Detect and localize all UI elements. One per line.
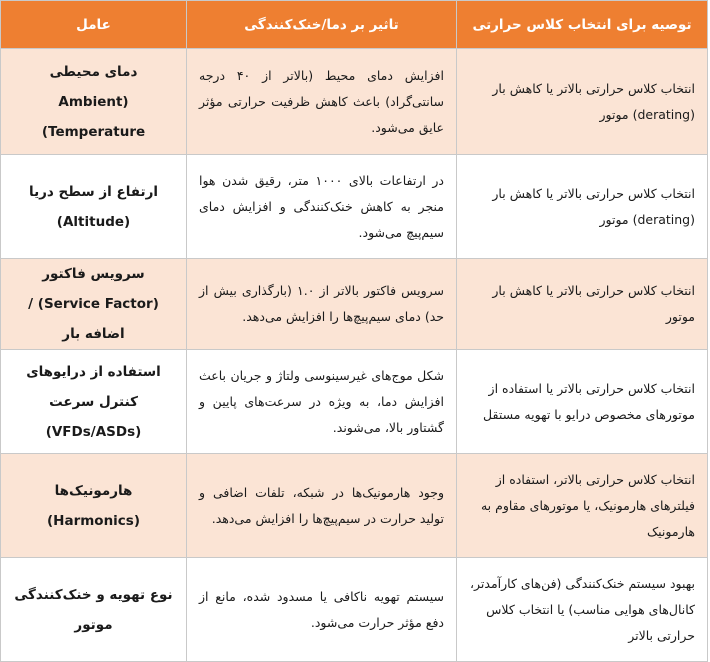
factor-cell: ارتفاع از سطح دریا (Altitude) — [1, 155, 187, 259]
effect-cell: سیستم تهویه ناکافی یا مسدود شده، مانع از دفع مؤثر حرارت می‌شود. — [187, 558, 457, 662]
recommendation-cell: انتخاب کلاس حرارتی بالاتر یا کاهش بار موتور — [457, 259, 708, 350]
header-factor: عامل — [1, 1, 187, 49]
table-row — [1, 350, 708, 454]
factor-cell: استفاده از درایوهای کنترل سرعت (VFDs/ASDs) — [1, 350, 187, 454]
factor-cell: نوع تهویه و خنک‌کنندگی موتور — [1, 558, 187, 662]
factor-cell: هارمونیک‌ها (Harmonics) — [1, 454, 187, 558]
table-row — [1, 155, 708, 259]
recommendation-cell: بهبود سیستم خنک‌کنندگی (فن‌های کارآمدتر، کانال‌های هوایی مناسب) یا انتخاب کلاس حرارتی بالاتر — [457, 558, 708, 662]
header-recommendation: توصیه برای انتخاب کلاس حرارتی — [457, 1, 708, 49]
table-row — [1, 558, 708, 662]
effect-cell: در ارتفاعات بالای ۱۰۰۰ متر، رقیق شدن هوا منجر به کاهش خنک‌کنندگی و افزایش دمای سیم‌پیچ می‌شود. — [187, 155, 457, 259]
table-row — [1, 49, 708, 155]
effect-cell: شکل موج‌های غیرسینوسی ولتاژ و جریان باعث افزایش دما، به ویژه در سرعت‌های پایین و گشتاور بالا، می‌شوند. — [187, 350, 457, 454]
recommendation-cell: انتخاب کلاس حرارتی بالاتر، استفاده از فیلترهای هارمونیک، یا موتورهای مقاوم به هارمونیک — [457, 454, 708, 558]
recommendation-cell: انتخاب کلاس حرارتی بالاتر یا کاهش بار (derating) موتور — [457, 155, 708, 259]
table-row — [1, 454, 708, 558]
table-header-row — [1, 1, 708, 49]
effect-cell: افزایش دمای محیط (بالاتر از ۴۰ درجه سانتی‌گراد) باعث کاهش ظرفیت حرارتی مؤثر عایق می‌شود. — [187, 49, 457, 155]
factor-cell: سرویس فاکتور (Service Factor) / اضافه بار — [1, 259, 187, 350]
recommendation-cell: انتخاب کلاس حرارتی بالاتر یا کاهش بار (derating) موتور — [457, 49, 708, 155]
effect-cell: سرویس فاکتور بالاتر از ۱.۰ (بارگذاری بیش از حد) دمای سیم‌پیچ‌ها را افزایش می‌دهد. — [187, 259, 457, 350]
header-effect: تاثیر بر دما/خنک‌کنندگی — [187, 1, 457, 49]
effect-cell: وجود هارمونیک‌ها در شبکه، تلفات اضافی و تولید حرارت در سیم‌پیچ‌ها را افزایش می‌دهد. — [187, 454, 457, 558]
recommendation-cell: انتخاب کلاس حرارتی بالاتر یا استفاده از موتورهای مخصوص درایو با تهویه مستقل — [457, 350, 708, 454]
factor-cell: دمای محیطی (Ambient Temperature) — [1, 49, 187, 155]
table-row — [1, 259, 708, 350]
